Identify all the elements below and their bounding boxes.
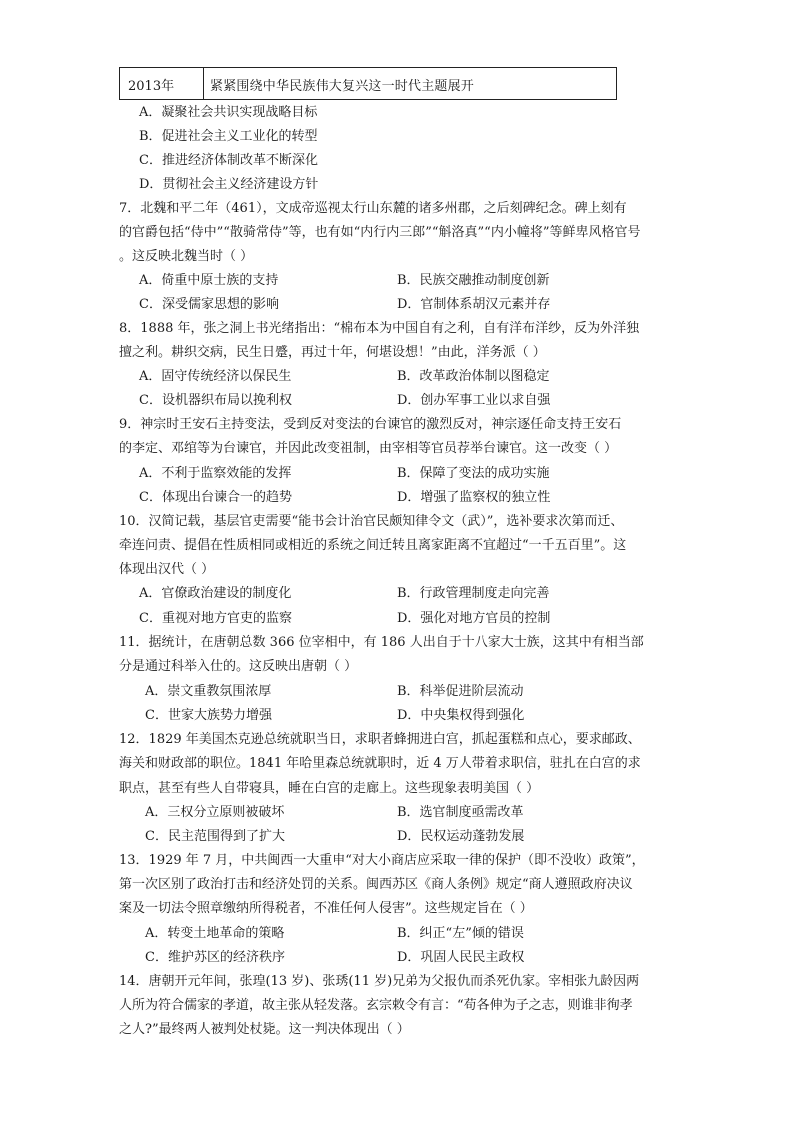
q12-option-b: B．选官制度亟需改革: [397, 805, 524, 820]
q10-option-a: A．官僚政治建设的制度化: [139, 586, 292, 601]
q12-option-a: A．三权分立原则被破坏: [145, 805, 285, 820]
q11-option-a: A．崇文重教氛围浓厚: [145, 684, 272, 699]
q12-option-d: D．民权运动蓬勃发展: [397, 829, 525, 844]
q8-stem-line: 擅之利。耕织交病，民生日蹙，再过十年，何堪设想！”由此，洋务派（ ）: [119, 345, 546, 360]
q10-option-b: B．行政管理制度走向完善: [397, 586, 550, 601]
q11-stem-line: 分是通过科举入仕的。这反映出唐朝（ ）: [119, 659, 358, 674]
q14-stem-line: 之人?”最终两人被判处杖毙。这一判决体现出（ ）: [119, 1022, 410, 1037]
q12-stem-line: 职点，甚至有些人自带寝具，睡在白宫的走廊上。这些现象表明美国（ ）: [119, 781, 540, 796]
q9-stem-line: 9．神宗时王安石主持变法，受到反对变法的台谏官的激烈反对，神宗逐任命支持王安石: [119, 417, 622, 432]
q6-option-d: D．贯彻社会主义经济建设方针: [139, 177, 319, 192]
q9-option-a: A．不利于监察效能的发挥: [139, 466, 292, 481]
q6-option-b: B．促进社会主义工业化的转型: [139, 129, 318, 144]
q8-stem-line: 8．1888 年，张之洞上书光绪指出：“棉布本为中国自有之利，自有洋布洋纱，反为外洋独: [119, 321, 640, 336]
q6-option-c: C．推进经济体制改革不断深化: [139, 153, 318, 168]
q13-stem-line: 第一次区别了政治打击和经济处罚的关系。闽西苏区《商人条例》规定“商人遵照政府决议: [119, 877, 633, 892]
q12-stem-line: 海关和财政部的职位。1841 年哈里森总统就职时，近 4 万人带着求职信，驻扎在白宫的求: [119, 756, 641, 771]
q6-option-a: A．凝聚社会共识实现战略目标: [139, 105, 318, 120]
q12-stem-line: 12．1829 年美国杰克逊总统就职当日，求职者蜂拥进白宫，抓起蛋糕和点心，要求邮政、: [119, 732, 641, 747]
q7-option-b: B．民族交融推动制度创新: [397, 273, 550, 288]
q13-option-d: D．巩固人民民主政权: [397, 950, 525, 965]
q7-option-a: A．倚重中原士族的支持: [139, 273, 279, 288]
q13-stem-line: 案及一切法令照章缴纳所得税者，不准任何人侵害”。这些规定旨在（ ）: [119, 901, 533, 916]
q10-option-d: D．强化对地方官员的控制: [397, 611, 551, 626]
q8-option-b: B．改革政治体制以图稳定: [397, 369, 550, 384]
q12-option-c: C．民主范围得到了扩大: [145, 829, 285, 844]
q8-option-a: A．固守传统经济以保民生: [139, 369, 292, 384]
q9-option-b: B．保障了变法的成功实施: [397, 466, 550, 481]
q7-stem-line: 。这反映北魏当时（ ）: [119, 249, 254, 264]
q10-stem-line: 牵连问责、提倡在性质相同或相近的系统之间迁转且离家距离不宜超过“一千五百里”。这: [119, 538, 627, 553]
q11-option-b: B．科举促进阶层流动: [397, 684, 524, 699]
table-row-2013: [119, 67, 617, 100]
q13-option-a: A．转变土地革命的策略: [145, 926, 285, 941]
q13-stem-line: 13．1929 年 7 月，中共闽西一大重申“对大小商店应采取一律的保护（即不没收）政策”，: [119, 853, 645, 868]
q11-stem-line: 11．据统计，在唐朝总数 366 位宰相中，有 186 人出自于十八家大士族，这其中有相当部: [119, 635, 644, 650]
q14-stem-line: 人所为符合儒家的孝道，故主张从轻发落。玄宗敕令有言：“苟各伸为子之志，则谁非徇孝: [119, 998, 633, 1013]
q13-option-b: B．纠正“左”倾的错误: [397, 926, 524, 941]
q13-option-c: C．维护苏区的经济秩序: [145, 950, 285, 965]
q7-option-c: C．深受儒家思想的影响: [139, 297, 279, 312]
q11-option-c: C．世家大族势力增强: [145, 708, 272, 723]
q7-stem-line: 7．北魏和平二年（461），文成帝巡视太行山东麓的诸多州郡，之后刻碑纪念。碑上刻有: [119, 201, 627, 216]
q9-option-d: D．增强了监察权的独立性: [397, 490, 551, 505]
q14-stem-line: 14．唐朝开元年间，张瑝(13 岁)、张琇(11 岁)兄弟为父报仇而杀死仇家。宰相张九龄因两: [119, 974, 640, 989]
table-text-cell: 紧紧围绕中华民族伟大复兴这一时代主题展开: [210, 79, 475, 94]
q10-stem-line: 10．汉简记载，基层官吏需要“能书会计治官民颇知律令文（武）”，选补要求次第而迁、: [119, 514, 624, 529]
q8-option-c: C．设机器织布局以挽利权: [139, 393, 292, 408]
q10-stem-line: 体现出汉代（ ）: [119, 562, 215, 577]
table-year-cell: 2013年: [120, 68, 204, 99]
q7-option-d: D．官制体系胡汉元素并存: [397, 297, 551, 312]
q10-option-c: C．重视对地方官吏的监察: [139, 611, 292, 626]
q11-option-d: D．中央集权得到强化: [397, 708, 525, 723]
q7-stem-line: 的官爵包括“侍中”“散骑常侍”等，也有如“内行内三郎”“斛洛真”“内小幢将”等鲜卑风格官号: [119, 225, 641, 240]
q9-option-c: C．体现出台谏合一的趋势: [139, 490, 292, 505]
q8-option-d: D．创办军事工业以求自强: [397, 393, 551, 408]
q9-stem-line: 的李定、邓绾等为台谏官，并因此改变祖制，由宰相等官员荐举台谏官。这一改变（ ）: [119, 441, 618, 456]
